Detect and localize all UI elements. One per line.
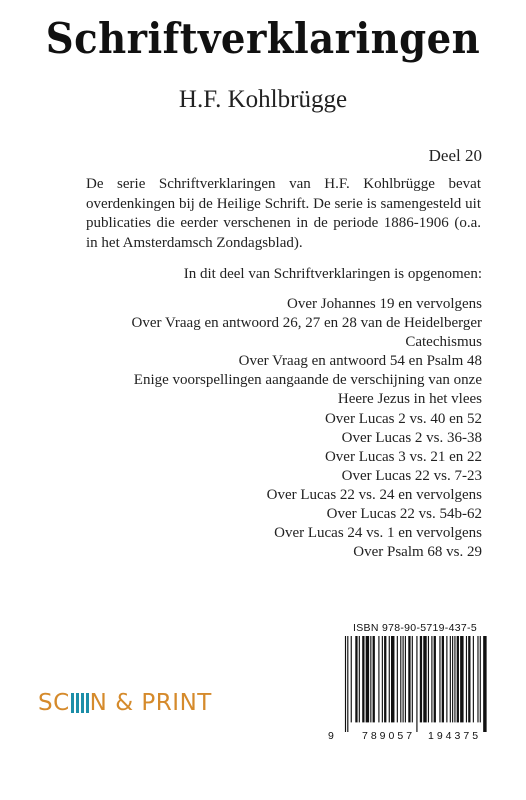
barcode-bar <box>416 636 417 732</box>
publisher-logo <box>38 690 212 716</box>
contents-item: Over Lucas 2 vs. 36-38 <box>341 429 482 446</box>
barcode-bar <box>452 636 453 722</box>
barcode-bar <box>359 636 360 722</box>
barcode-bar <box>400 636 401 722</box>
logo-text-end: N & PRINT <box>89 690 212 716</box>
contents-item: Over Vraag en antwoord 54 en Psalm 48 <box>238 353 482 370</box>
barcode-bar <box>391 636 394 722</box>
barcode-bar <box>403 636 404 722</box>
barcode-bar <box>362 636 364 722</box>
contents-item: Enige voorspellingen aangaande de verschijning van onze Heere Jezus in het vlees <box>133 372 482 408</box>
contents-item: Over Lucas 2 vs. 40 en 52 <box>324 410 482 427</box>
barcode-bar <box>477 636 478 722</box>
barcode-bar <box>454 636 455 722</box>
barcode-bar <box>434 636 436 722</box>
barcode-digits-right: 194375 <box>428 730 482 742</box>
barcode-bar <box>473 636 474 722</box>
barcode-bar <box>405 636 406 722</box>
barcode-bar <box>382 636 383 722</box>
barcode-bar <box>420 636 422 722</box>
series-description: De serie Schriftverklaringen van H.F. Kohlbrügge bevat overdenkingen bij de Heilige Schrift. De serie is samengesteld uit publicaties die eerder verschenen in de periode 1886-1906 (o.a. in het Amsterdamsch Zondagsblad). <box>86 176 481 251</box>
barcode-bar <box>460 636 463 722</box>
barcode-bar <box>384 636 386 722</box>
barcode-bar <box>351 636 352 722</box>
barcode-bar <box>355 636 357 722</box>
barcode-bar <box>366 636 369 722</box>
barcode-bar <box>389 636 390 722</box>
barcode-bar <box>370 636 371 722</box>
contents-item: Over Lucas 22 vs. 7-23 <box>341 467 482 484</box>
barcode-bars <box>340 636 490 732</box>
logo-mark-icon <box>71 693 89 713</box>
contents-item: Over Lucas 22 vs. 24 en vervolgens <box>266 486 482 503</box>
barcode-block <box>328 622 490 752</box>
barcode-bar <box>466 636 467 722</box>
isbn-label: ISBN 978-90-5719-437-5 <box>353 622 477 634</box>
contents-list <box>62 295 482 562</box>
contents-item: Over Lucas 3 vs. 21 en 22 <box>324 448 482 465</box>
barcode-bar <box>397 636 398 722</box>
contents-intro: In dit deel van Schriftverklaringen is opgenomen: <box>183 266 482 282</box>
barcode-bar <box>412 636 413 722</box>
barcode-bar <box>431 636 432 722</box>
barcode-bar <box>446 636 447 722</box>
contents-item: Over Vraag en antwoord 26, 27 en 28 van de Heidelberger Catechismus <box>131 315 482 351</box>
barcode-bar <box>408 636 410 722</box>
barcode-bar <box>457 636 459 722</box>
contents-item: Over Lucas 24 vs. 1 en vervolgens <box>274 525 482 542</box>
barcode-bar <box>450 636 451 722</box>
barcode-bar <box>373 636 375 722</box>
barcode-bar <box>428 636 429 722</box>
contents-item: Over Johannes 19 en vervolgens <box>287 296 482 312</box>
barcode-bar <box>468 636 470 722</box>
barcode-bar <box>480 636 481 722</box>
barcode-bar <box>423 636 426 722</box>
barcode-digit-first: 9 <box>328 730 334 742</box>
barcode-bar <box>378 636 379 722</box>
barcode-bar <box>439 636 440 722</box>
barcode-bar <box>347 636 348 732</box>
contents-item: Over Psalm 68 vs. 29 <box>353 544 482 561</box>
barcode-bar <box>345 636 346 732</box>
logo-text-start: SC <box>38 690 70 716</box>
author-name: H.F. Kohlbrügge <box>178 86 348 113</box>
contents-item: Over Lucas 22 vs. 54b-62 <box>326 506 482 523</box>
volume-label: Deel 20 <box>428 146 482 165</box>
barcode-bar <box>442 636 444 722</box>
book-title: Schriftverklaringen <box>45 14 481 63</box>
barcode-digits-left: 789057 <box>362 730 416 742</box>
barcode-bar <box>483 636 486 732</box>
